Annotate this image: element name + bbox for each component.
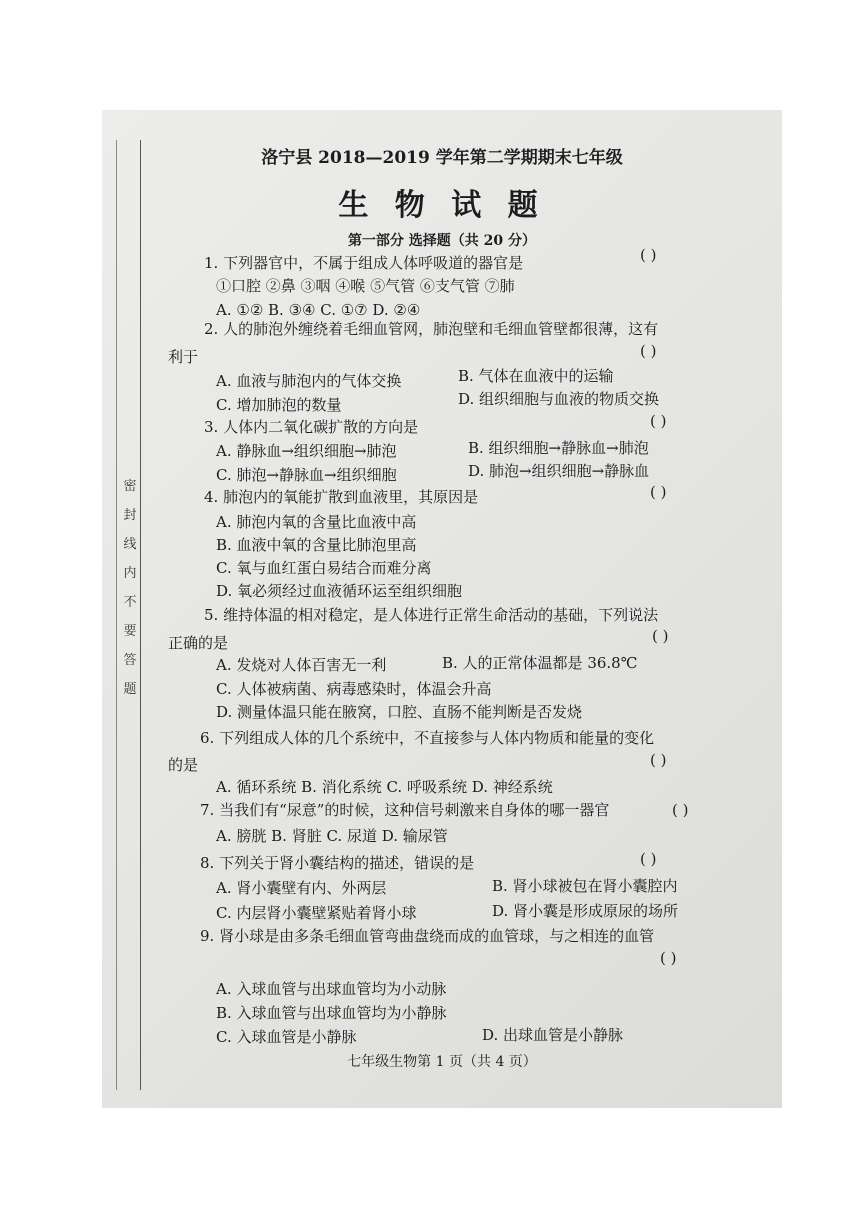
q2-option-c: C. 增加肺泡的数量 [216,396,342,414]
q2-option-a: A. 血液与肺泡内的气体交换 [216,372,402,390]
q8-stem: 8. 下列关于肾小囊结构的描述，错误的是 [200,854,475,872]
q1-items: ①口腔 ②鼻 ③咽 ④喉 ⑤气管 ⑥支气管 ⑦肺 [216,277,515,295]
q2-answer-paren: ( ) [640,342,657,360]
q4-option-c: C. 氧与血红蛋白易结合而难分离 [216,559,432,577]
q5-option-c: C. 人体被病菌、病毒感染时，体温会升高 [216,680,492,698]
seal-char: 线 [123,537,137,552]
q9-option-d: D. 出球血管是小静脉 [482,1026,624,1044]
q9-option-c: C. 入球血管是小静脉 [216,1028,357,1046]
q9-answer-paren: ( ) [660,949,677,967]
seal-char: 题 [123,682,137,697]
page-title: 生 物 试 题 [338,188,546,223]
q6-answer-paren: ( ) [650,751,667,769]
q2-stem-cont: 利于 [168,348,199,366]
q5-option-d: D. 测量体温只能在腋窝，口腔、直肠不能判断是否发烧 [216,703,583,721]
seal-line-text [120,472,140,704]
q8-option-a: A. 肾小囊壁有内、外两层 [216,879,387,897]
q5-option-a: A. 发烧对人体百害无一利 [216,656,387,674]
q6-stem: 6. 下列组成人体的几个系统中，不直接参与人体内物质和能量的变化 [200,729,655,747]
q1-options: A. ①② B. ③④ C. ①⑦ D. ②④ [216,301,421,319]
seal-char: 内 [123,566,137,581]
q9-option-a: A. 入球血管与出球血管均为小动脉 [216,980,447,998]
q3-option-c: C. 肺泡→静脉血→组织细胞 [216,466,397,484]
q8-option-d: D. 肾小囊是形成原尿的场所 [492,902,679,920]
q8-answer-paren: ( ) [640,850,657,868]
q6-stem-cont: 的是 [168,756,199,774]
seal-char: 封 [123,508,137,523]
q4-option-d: D. 氧必须经过血液循环运至组织细胞 [216,582,463,600]
section-heading: 第一部分 选择题（共 20 分） [347,233,537,249]
exam-paper [102,110,782,1108]
q3-option-d: D. 肺泡→组织细胞→静脉血 [468,462,650,480]
q7-options: A. 膀胱 B. 肾脏 C. 尿道 D. 输尿管 [216,827,448,845]
q2-option-b: B. 气体在血液中的运输 [458,367,614,385]
q1-answer-paren: ( ) [640,246,657,264]
q2-option-d: D. 组织细胞与血液的物质交换 [458,390,660,408]
q8-option-b: B. 肾小球被包在肾小囊腔内 [492,877,678,895]
q4-answer-paren: ( ) [650,483,667,501]
q7-answer-paren: ( ) [672,801,689,819]
q5-answer-paren: ( ) [652,627,669,645]
q8-option-c: C. 内层肾小囊壁紧贴着肾小球 [216,904,417,922]
margin-rule-inner [140,140,141,1090]
seal-char: 不 [123,595,137,610]
q5-stem: 5. 维持体温的相对稳定，是人体进行正常生命活动的基础，下列说法 [204,606,659,624]
seal-char: 密 [123,479,137,494]
q3-answer-paren: ( ) [650,412,667,430]
q5-stem-cont: 正确的是 [168,634,229,652]
seal-char: 要 [123,624,137,639]
q4-option-a: A. 肺泡内氧的含量比血液中高 [216,513,417,531]
q1-stem: 1. 下列器官中，不属于组成人体呼吸道的器官是 [204,254,524,272]
q3-option-a: A. 静脉血→组织细胞→肺泡 [216,442,397,460]
seal-char: 答 [123,653,137,668]
q4-option-b: B. 血液中氧的含量比肺泡里高 [216,536,417,554]
q2-stem: 2. 人的肺泡外缠绕着毛细血管网，肺泡壁和毛细血管壁都很薄，这有 [204,320,659,338]
q9-stem: 9. 肾小球是由多条毛细血管弯曲盘绕而成的血管球，与之相连的血管 [200,927,655,945]
page-footer: 七年级生物第 1 页（共 4 页） [347,1054,537,1070]
exam-header: 洛宁县 2018—2019 学年第二学期期末七年级 [261,148,623,168]
q5-option-b: B. 人的正常体温都是 36.8℃ [442,654,638,672]
q3-option-b: B. 组织细胞→静脉血→肺泡 [468,439,649,457]
margin-rule-outer [116,140,117,1090]
q6-options: A. 循环系统 B. 消化系统 C. 呼吸系统 D. 神经系统 [216,778,553,796]
q3-stem: 3. 人体内二氧化碳扩散的方向是 [204,418,419,436]
q9-option-b: B. 入球血管与出球血管均为小静脉 [216,1004,447,1022]
q4-stem: 4. 肺泡内的氧能扩散到血液里，其原因是 [204,488,479,506]
q7-stem: 7. 当我们有“尿意”的时候，这种信号刺激来自身体的哪一器官 [200,801,610,819]
